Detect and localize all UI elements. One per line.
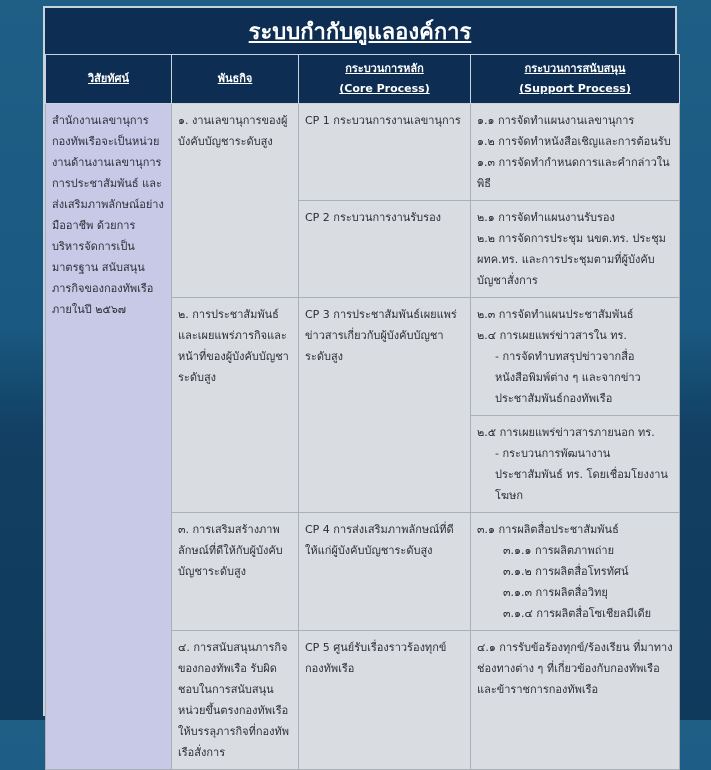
header-support-process — [471, 55, 680, 104]
core-cell-cp2: CP 2 กระบวนการงานรับรอง — [299, 201, 471, 298]
support-subitem: ๓.๑.๑ การผลิตภาพถ่าย — [503, 544, 615, 557]
support-cell-5 — [471, 513, 680, 631]
mission-cell-2: ๒. การประชาสัมพันธ์และเผยแพร่ภารกิจและหน้าที่ของผู้บังคับบัญชาระดับสูง — [172, 298, 299, 513]
governance-table-frame — [43, 6, 677, 759]
support-item: ๑.๒ การจัดทำหนังสือเชิญและการต้อนรับ — [477, 135, 671, 148]
header-core-process — [299, 55, 471, 104]
support-subitem: ๓.๑.๔ การผลิตสื่อโซเชียลมีเดีย — [503, 607, 652, 620]
header-vision: วิสัยทัศน์ — [46, 55, 172, 104]
mission-cell-1: ๑. งานเลขานุการของผู้บังคับบัญชาระดับสูง — [172, 104, 299, 298]
support-item: ๑.๓ การจัดทำกำหนดการและคำกล่าวในพิธี — [477, 156, 670, 190]
support-item: ๒.๕ การเผยแพร่ข่าวสารภายนอก ทร. — [477, 426, 655, 439]
support-cell-3 — [471, 298, 680, 416]
support-cell-1 — [471, 104, 680, 201]
header-mission: พันธกิจ — [172, 55, 299, 104]
support-subitem: ๓.๑.๒ การผลิตสื่อโทรทัศน์ — [503, 565, 629, 578]
mission-cell-4: ๔. การสนับสนุนภารกิจของกองทัพเรือ รับผิดชอบในการสนับสนุนหน่วยขึ้นตรงกองทัพเรือให้บรรลุภารกิจที่กองทัพเรือสั่งการ — [172, 631, 299, 770]
support-cell-2 — [471, 201, 680, 298]
support-item: ๒.๑ การจัดทำแผนงานรับรอง — [477, 211, 615, 224]
support-item: ๒.๔ การเผยแพร่ข่าวสารใน ทร. — [477, 329, 627, 342]
core-cell-cp1: CP 1 กระบวนการงานเลขานุการ — [299, 104, 471, 201]
header-support-line1: กระบวนการสนับสนุน — [524, 62, 626, 75]
support-item: ๔.๑ การรับข้อร้องทุกข์/ร้องเรียน ที่มาทางช่องทางต่าง ๆ ที่เกี่ยวข้องกับกองทัพเรือ และข้าราชการกองทัพเรือ — [477, 641, 673, 696]
support-item: ๑.๑ การจัดทำแผนงานเลขานุการ — [477, 114, 635, 127]
header-core-line1: กระบวนการหลัก — [345, 62, 424, 75]
core-cell-cp3: CP 3 การประชาสัมพันธ์เผยแพร่ข่าวสารเกี่ยวกับผู้บังคับบัญชาระดับสูง — [299, 298, 471, 513]
support-item: ๒.๒ การจัดการประชุม นขต.ทร. ประชุม ผทค.ทร. และการประชุมตามที่ผู้บังคับบัญชาสั่งการ — [477, 232, 666, 287]
support-subitem: - กระบวนการพัฒนางานประชาสัมพันธ์ ทร. โดยเชื่อมโยงงานโฆษก — [495, 447, 668, 502]
governance-table — [45, 54, 680, 770]
support-subitem: ๓.๑.๓ การผลิตสื่อวิทยุ — [503, 586, 608, 599]
support-subitem: - การจัดทำบทสรุปข่าวจากสื่อหนังสือพิมพ์ต่าง ๆ และจากข่าวประชาสัมพันธ์กองทัพเรือ — [495, 350, 641, 405]
support-item: ๓.๑ การผลิตสื่อประชาสัมพันธ์ — [477, 523, 619, 536]
header-core-line2: (Core Process) — [339, 82, 430, 95]
header-row — [46, 55, 680, 104]
support-cell-4 — [471, 416, 680, 513]
vision-cell: สำนักงานเลขานุการกองทัพเรือจะเป็นหน่วยงานด้านงานเลขานุการ การประชาสัมพันธ์ และส่งเสริมภาพลักษณ์อย่างมืออาชีพ ด้วยการบริหารจัดการเป็นมาตรฐาน สนับสนุนภารกิจของกองทัพเรือภายในปี ๒๕๖๗ — [46, 104, 172, 770]
core-cell-cp4: CP 4 การส่งเสริมภาพลักษณ์ที่ดีให้แก่ผู้บังคับบัญชาระดับสูง — [299, 513, 471, 631]
core-cell-cp5: CP 5 ศูนย์รับเรื่องราวร้องทุกข์กองทัพเรือ — [299, 631, 471, 770]
mission-cell-3: ๓. การเสริมสร้างภาพลักษณ์ที่ดีให้กับผู้บังคับบัญชาระดับสูง — [172, 513, 299, 631]
table-row — [46, 104, 680, 201]
header-support-line2: (Support Process) — [519, 82, 631, 95]
support-item: ๒.๓ การจัดทำแผนประชาสัมพันธ์ — [477, 308, 634, 321]
support-cell-6 — [471, 631, 680, 770]
page-title: ระบบกำกับดูแลองค์การ — [45, 8, 675, 54]
